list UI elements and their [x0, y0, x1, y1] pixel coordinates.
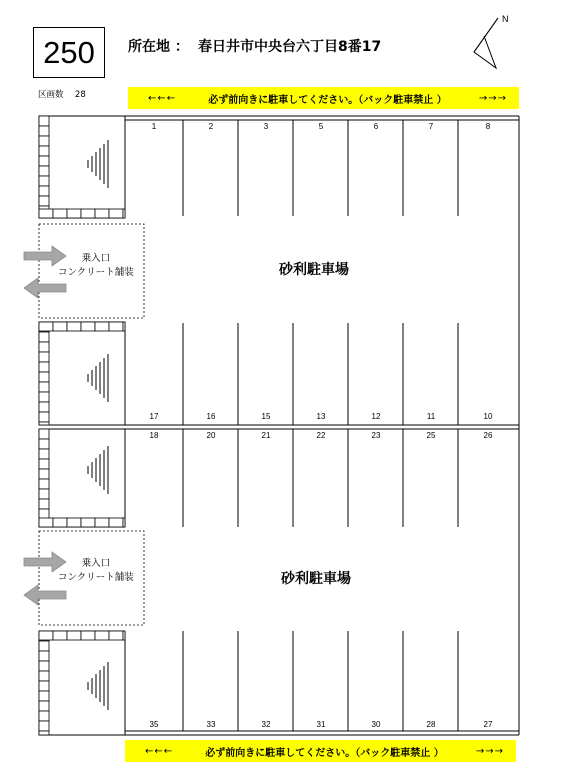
- building-block: [39, 322, 125, 425]
- building-block: [39, 631, 125, 735]
- fence-segment: [39, 362, 49, 372]
- fence-segment: [109, 518, 123, 527]
- space-number: 2: [208, 122, 214, 131]
- fence-segment: [39, 681, 49, 691]
- fence-segment: [39, 186, 49, 196]
- fence-segment: [67, 209, 81, 218]
- fence-segment: [39, 731, 49, 735]
- fence-segment: [81, 631, 95, 640]
- fence-segment: [67, 322, 81, 331]
- fence-segment: [39, 422, 49, 425]
- fence-segment: [39, 631, 53, 640]
- fence-segment: [39, 382, 49, 392]
- space-number: 30: [371, 720, 381, 729]
- fence-segment: [53, 518, 67, 527]
- entrance-label-lower: [58, 557, 134, 585]
- entrance-line2: コンクリート舗装: [58, 572, 134, 583]
- fence-segment: [39, 429, 49, 439]
- building-block: [39, 116, 125, 218]
- fence-segment: [39, 156, 49, 166]
- space-number: 3: [263, 122, 269, 131]
- space-number: 11: [426, 412, 436, 421]
- space-number: 17: [149, 412, 159, 421]
- fence-segment: [39, 332, 49, 342]
- space-number: 33: [206, 720, 216, 729]
- right-arrows: →→→: [478, 92, 507, 104]
- space-number: 21: [261, 431, 271, 440]
- fence-segment: [39, 352, 49, 362]
- fence-segment: [95, 209, 109, 218]
- fence-segment: [39, 322, 53, 331]
- space-number: 15: [261, 412, 271, 421]
- exit-arrow-icon: [24, 585, 66, 605]
- fence-segment: [109, 322, 123, 331]
- fence-segment: [53, 209, 67, 218]
- fence-segment: [67, 631, 81, 640]
- fence-segment: [39, 651, 49, 661]
- fence-segment: [39, 661, 49, 671]
- space-number: 16: [206, 412, 216, 421]
- fence-segment: [39, 342, 49, 352]
- fence-segment: [39, 176, 49, 186]
- address-label: 所在地 ：: [128, 39, 189, 55]
- space-number: 27: [483, 720, 493, 729]
- right-arrows: →→→: [475, 745, 504, 757]
- entrance-line2: コンクリート舗装: [58, 267, 134, 278]
- space-count-value: 28: [74, 90, 86, 100]
- space-number: 22: [316, 431, 326, 440]
- fence-segment: [39, 116, 49, 126]
- space-number: 35: [149, 720, 159, 729]
- fence-segment: [39, 449, 49, 459]
- fence-segment: [53, 322, 67, 331]
- exit-arrow-icon: [24, 278, 66, 298]
- fence-segment: [95, 631, 109, 640]
- space-number: 6: [373, 122, 379, 131]
- fence-segment: [39, 166, 49, 176]
- fence-segment: [81, 322, 95, 331]
- space-number: 18: [149, 431, 159, 440]
- space-number: 5: [318, 122, 324, 131]
- address-value: 春日井市中央台六丁目8番17: [198, 39, 382, 55]
- fence-segment: [39, 479, 49, 489]
- fence-segment: [39, 499, 49, 509]
- gravel-lot-label-upper: 砂利駐車場: [279, 262, 349, 278]
- banner-message: 必ず前向きに駐車してください。（バック駐車禁止 ）: [208, 94, 447, 106]
- fence-segment: [95, 518, 109, 527]
- space-number: 32: [261, 720, 271, 729]
- space-number: 10: [483, 412, 493, 421]
- fence-segment: [39, 136, 49, 146]
- building-block: [39, 429, 125, 527]
- fence-segment: [95, 322, 109, 331]
- fence-segment: [123, 322, 125, 331]
- lot-number: 250: [33, 27, 105, 78]
- fence-segment: [123, 209, 125, 218]
- fence-segment: [39, 509, 49, 519]
- space-number: 28: [426, 720, 436, 729]
- svg-text:N: N: [502, 14, 509, 24]
- fence-segment: [39, 209, 53, 218]
- fence-segment: [39, 372, 49, 382]
- space-count-label: 区画数: [38, 90, 64, 100]
- fence-segment: [39, 126, 49, 136]
- space-number: 7: [428, 122, 434, 131]
- space-number: 31: [316, 720, 326, 729]
- fence-segment: [39, 691, 49, 701]
- space-number: 8: [485, 122, 491, 131]
- space-number: 26: [483, 431, 493, 440]
- gravel-lot-label-lower: 砂利駐車場: [281, 571, 351, 587]
- fence-segment: [39, 412, 49, 422]
- space-number: 13: [316, 412, 326, 421]
- space-number: 23: [371, 431, 381, 440]
- entrance-line1: 乗入口: [81, 558, 111, 569]
- fence-segment: [39, 402, 49, 412]
- space-number: 20: [206, 431, 216, 440]
- fence-segment: [39, 439, 49, 449]
- fence-segment: [123, 518, 125, 527]
- fence-segment: [39, 489, 49, 499]
- fence-segment: [39, 641, 49, 651]
- entrance-line1: 乗入口: [81, 253, 111, 264]
- fence-segment: [39, 518, 53, 527]
- entrance-label-upper: [58, 252, 134, 280]
- fence-segment: [39, 701, 49, 711]
- space-number: 1: [151, 122, 157, 131]
- fence-segment: [39, 469, 49, 479]
- fence-segment: [53, 631, 67, 640]
- fence-segment: [109, 209, 123, 218]
- space-number: 25: [426, 431, 436, 440]
- fence-segment: [81, 518, 95, 527]
- fence-segment: [81, 209, 95, 218]
- left-arrows: ←←←: [148, 92, 177, 104]
- banner-message: 必ず前向きに駐車してください。（バック駐車禁止 ）: [205, 747, 444, 759]
- fence-segment: [39, 721, 49, 731]
- fence-segment: [39, 711, 49, 721]
- fence-segment: [39, 392, 49, 402]
- fence-segment: [123, 631, 125, 640]
- space-number: 12: [371, 412, 381, 421]
- fence-segment: [39, 196, 49, 206]
- fence-segment: [67, 518, 81, 527]
- fence-segment: [39, 146, 49, 156]
- fence-segment: [39, 671, 49, 681]
- left-arrows: ←←←: [145, 745, 174, 757]
- fence-segment: [39, 459, 49, 469]
- fence-segment: [109, 631, 123, 640]
